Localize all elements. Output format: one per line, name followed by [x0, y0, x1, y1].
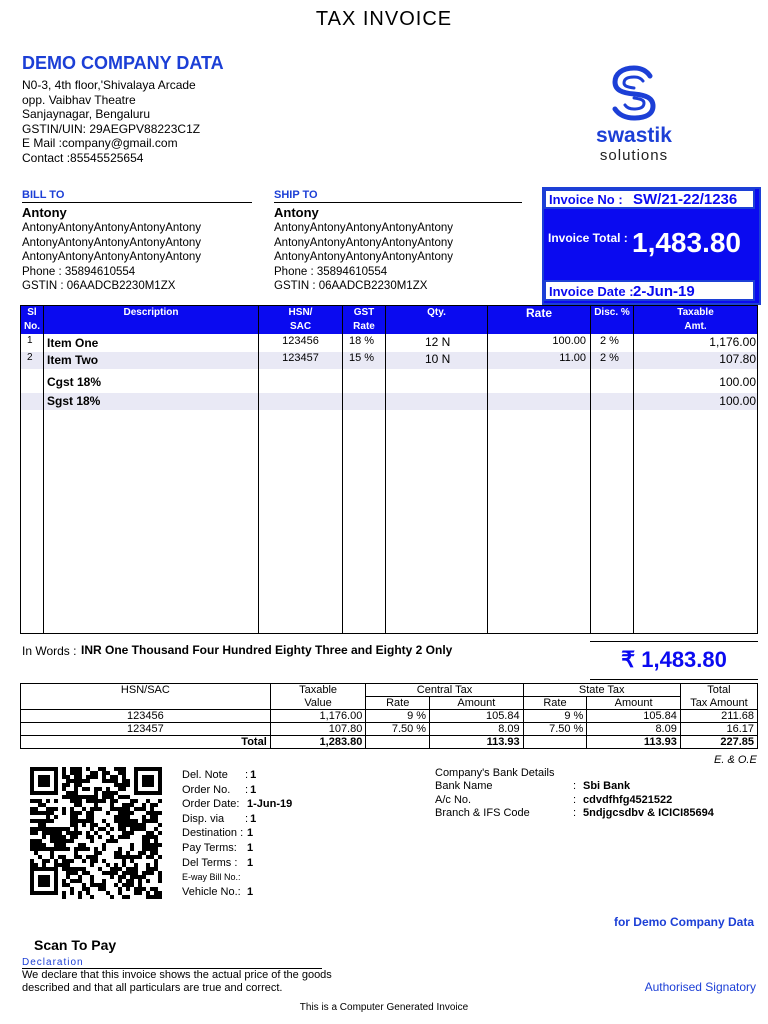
item-sl: 1 — [27, 335, 33, 346]
company-line: Sanjaynagar, Bengaluru — [22, 107, 151, 122]
tax-row — [21, 723, 758, 736]
invoice-summary-box — [542, 187, 761, 305]
declaration-line: described and that all particulars are true and correct. — [22, 982, 283, 994]
tax-description: Cgst 18% — [47, 375, 102, 389]
invoice-number-label: Invoice No : — [549, 192, 623, 207]
header-text: No. — [23, 321, 41, 332]
items-header — [21, 306, 757, 334]
dispatch-key: Disp. via — [182, 812, 225, 825]
item-disc: 2 % — [600, 335, 619, 347]
header-text: Amt. — [684, 321, 707, 332]
tax-col-hsn: HSN/SAC — [21, 684, 271, 697]
dispatch-row — [182, 870, 292, 885]
bank-details — [435, 780, 714, 821]
tax-empty-cell — [366, 736, 430, 749]
dispatch-key: Del. Note — [182, 769, 228, 781]
invoice-number: SW/21-22/1236 — [633, 191, 738, 208]
tax-total-c-amount: 113.93 — [430, 736, 524, 749]
declaration-text — [22, 969, 332, 995]
invoice-date: 2-Jun-19 — [633, 283, 695, 300]
dispatch-value: 1 — [247, 827, 254, 840]
tax-subheader-row — [21, 697, 758, 710]
tax-total: 16.17 — [680, 723, 757, 736]
invoice-date-row — [544, 280, 755, 301]
dispatch-details — [182, 768, 292, 899]
dispatch-value: 1 — [247, 885, 254, 898]
ship-to-rule — [274, 202, 522, 203]
column-divider — [590, 306, 591, 633]
tax-description: Sgst 18% — [47, 394, 101, 408]
tax-header-row — [21, 684, 758, 697]
bank-row: Bank Name : Sbi Bank — [435, 780, 631, 792]
dispatch-key: Del Terms : — [182, 856, 238, 869]
col-hsn-header — [259, 306, 342, 334]
item-description: Item One — [47, 336, 99, 350]
authorised-signatory: Authorised Signatory — [644, 980, 756, 994]
tax-s-rate: 9 % — [523, 710, 587, 723]
dispatch-row — [182, 856, 292, 871]
column-divider — [487, 306, 488, 633]
bill-to-line: AntonyAntonyAntonyAntonyAntony — [22, 236, 202, 249]
header-text: Sl — [27, 307, 37, 318]
tax-summary-table — [20, 683, 758, 749]
item-rate: 100.00 — [552, 335, 586, 347]
tax-col-s-rate: Rate — [523, 697, 587, 710]
column-divider — [385, 306, 386, 633]
tax-col-central: Central Tax — [366, 684, 523, 697]
tax-total-s-amount: 113.93 — [587, 736, 681, 749]
tax-col-c-amount: Amount — [430, 697, 524, 710]
declaration-line: We declare that this invoice shows the actual price of the goods — [22, 969, 332, 981]
tax-total: 211.68 — [680, 710, 757, 723]
item-hsn: 123456 — [282, 335, 319, 347]
logo-subtitle: solutions — [599, 147, 669, 164]
dispatch-key: Pay Terms: — [182, 841, 237, 854]
item-gst: 18 % — [349, 335, 375, 347]
col-qty-header: Qty. — [427, 307, 446, 318]
company-line: GSTIN/UIN: 29AEGPV88223C1Z — [22, 121, 201, 136]
item-gst: 15 % — [349, 352, 375, 364]
header-text: Rate — [353, 321, 375, 332]
dispatch-key: Order No. — [182, 783, 231, 796]
company-line: E Mail :company@gmail.com — [22, 136, 178, 151]
company-name: DEMO COMPANY DATA — [22, 53, 224, 73]
tax-s-amount: 105.84 — [587, 710, 681, 723]
company-line: Contact :85545525654 — [22, 150, 144, 165]
swastik-s-logo-icon — [606, 64, 662, 122]
dispatch-key: Order Date: — [182, 798, 240, 811]
item-qty: 12 N — [425, 335, 451, 349]
eoe-note: E. & O.E — [714, 754, 757, 766]
header-text: Taxable — [677, 307, 714, 318]
dispatch-value: 1 — [250, 783, 257, 796]
column-divider — [633, 306, 634, 633]
invoice-total-label: Invoice Total : — [548, 231, 628, 245]
ship-to-line: AntonyAntonyAntonyAntonyAntony — [274, 236, 454, 249]
tax-taxable: 1,176.00 — [270, 710, 366, 723]
tax-s-amount: 8.09 — [587, 723, 681, 736]
item-qty: 10 N — [425, 352, 451, 366]
tax-row — [21, 710, 758, 723]
tax-total-row — [21, 736, 758, 749]
ship-to-line: AntonyAntonyAntonyAntonyAntony — [274, 251, 454, 264]
item-amount: 107.80 — [719, 352, 756, 366]
item-sl: 2 — [27, 352, 33, 363]
column-divider — [342, 306, 343, 633]
bill-to-line: AntonyAntonyAntonyAntonyAntony — [22, 251, 202, 264]
company-address — [22, 78, 200, 166]
dispatch-key: Vehicle No.: — [182, 885, 241, 898]
in-words-value: INR One Thousand Four Hundred Eighty Three and Eighty 2 Only — [81, 643, 453, 657]
tax-col-value: Value — [270, 697, 366, 710]
tax-col-taxable: Taxable — [270, 684, 366, 697]
tax-empty-cell — [523, 736, 587, 749]
company-line: N0-3, 4th floor,'Shivalaya Arcade — [22, 78, 196, 92]
grand-total: ₹ 1,483.80 — [621, 647, 727, 672]
document-title: TAX INVOICE — [315, 8, 453, 30]
bank-key: Bank Name — [435, 780, 493, 792]
declaration-label: Declaration — [22, 957, 84, 968]
for-company: for Demo Company Data — [613, 915, 754, 929]
bill-to-name: Antony — [22, 205, 67, 220]
company-line: opp. Vaibhav Theatre — [22, 92, 136, 107]
tax-c-rate: 7.50 % — [366, 723, 430, 736]
bank-details-title: Company's Bank Details — [435, 767, 555, 779]
dispatch-row: Order No. : 1 — [182, 783, 257, 796]
col-gst-header — [343, 306, 385, 334]
col-disc-header: Disc. % — [594, 307, 630, 318]
tax-amount: 100.00 — [719, 394, 756, 408]
in-words-label: In Words : — [22, 644, 77, 658]
ship-to-line: Phone : 35894610554 — [274, 265, 388, 278]
bank-row: Branch & IFS Code : 5ndjgcsdbv & ICICI85694 — [435, 807, 714, 820]
item-disc: 2 % — [600, 352, 619, 364]
grand-total-box — [590, 641, 758, 680]
tax-empty-cell — [21, 697, 271, 710]
bill-to-rule — [22, 202, 252, 203]
header-text: HSN/ — [288, 307, 313, 318]
tax-hsn: 123457 — [21, 723, 271, 736]
tax-total-label: Total — [21, 736, 271, 749]
items-table — [20, 305, 758, 634]
tax-c-amount: 8.09 — [430, 723, 524, 736]
column-divider — [43, 306, 44, 633]
invoice-number-row — [544, 189, 755, 209]
bill-to-heading: BILL TO — [22, 189, 65, 201]
item-amount: 1,176.00 — [709, 335, 756, 349]
payment-qr-code[interactable] — [30, 765, 162, 901]
tax-hsn: 123456 — [21, 710, 271, 723]
logo-word: swastik — [596, 124, 672, 147]
item-hsn: 123457 — [282, 352, 319, 364]
header-text: SAC — [289, 321, 312, 332]
tax-grand-total: 227.85 — [680, 736, 757, 749]
col-sl-header — [21, 306, 43, 334]
dispatch-value: 1 — [247, 856, 254, 869]
tax-taxable: 107.80 — [270, 723, 366, 736]
col-rate-header: Rate — [525, 306, 552, 320]
tax-c-amount: 105.84 — [430, 710, 524, 723]
bill-to-address — [22, 221, 201, 294]
dispatch-row — [182, 841, 292, 856]
tax-col-total: Total — [680, 684, 757, 697]
footer-note: This is a Computer Generated Invoice — [299, 1002, 469, 1013]
tax-col-tax-amount: Tax Amount — [680, 697, 757, 710]
dispatch-row: Del. Note : 1 — [182, 769, 257, 781]
bank-value: 5ndjgcsdbv & ICICI85694 — [583, 807, 714, 820]
header-text: GST — [353, 307, 375, 318]
dispatch-value: 1 — [250, 812, 257, 825]
bank-key: Branch & IFS Code — [435, 807, 530, 820]
dispatch-key: E-way Bill No.: — [182, 872, 241, 883]
ship-to-line: AntonyAntonyAntonyAntonyAntony — [274, 222, 454, 234]
dispatch-row — [182, 797, 292, 812]
dispatch-key: Destination : — [182, 827, 244, 840]
ship-to-line: GSTIN : 06AADCB2230M1ZX — [274, 280, 428, 293]
scan-to-pay-label: Scan To Pay — [34, 937, 117, 953]
dispatch-row — [182, 826, 292, 841]
bank-value: Sbi Bank — [583, 780, 631, 792]
bank-value: cdvdfhfg4521522 — [583, 793, 673, 806]
item-description: Item Two — [47, 353, 99, 367]
ship-to-address — [274, 221, 453, 294]
ship-to-heading: SHIP TO — [274, 189, 318, 201]
tax-s-rate: 7.50 % — [523, 723, 587, 736]
col-description-header: Description — [123, 307, 179, 318]
bill-to-line: GSTIN : 06AADCB2230M1ZX — [22, 280, 176, 293]
dispatch-value: 1 — [250, 769, 257, 781]
dispatch-value: 1-Jun-19 — [247, 798, 293, 811]
invoice-date-label: Invoice Date : — [549, 284, 634, 299]
tax-total-taxable: 1,283.80 — [270, 736, 366, 749]
ship-to-name: Antony — [274, 205, 319, 220]
item-rate: 11.00 — [559, 352, 586, 364]
tax-amount: 100.00 — [719, 375, 756, 389]
tax-col-state: State Tax — [523, 684, 680, 697]
bank-row: A/c No. : cdvdfhfg4521522 — [435, 793, 673, 806]
tax-c-rate: 9 % — [366, 710, 430, 723]
dispatch-value: 1 — [247, 841, 254, 854]
dispatch-row: Disp. via : 1 — [182, 812, 257, 825]
bank-key: A/c No. — [435, 793, 472, 806]
col-taxable-header — [634, 306, 757, 334]
tax-col-c-rate: Rate — [366, 697, 430, 710]
bill-to-line: AntonyAntonyAntonyAntonyAntony — [22, 222, 202, 234]
dispatch-row — [182, 885, 292, 900]
tax-col-s-amount: Amount — [587, 697, 681, 710]
invoice-total: 1,483.80 — [632, 227, 741, 258]
bill-to-line: Phone : 35894610554 — [22, 265, 136, 278]
